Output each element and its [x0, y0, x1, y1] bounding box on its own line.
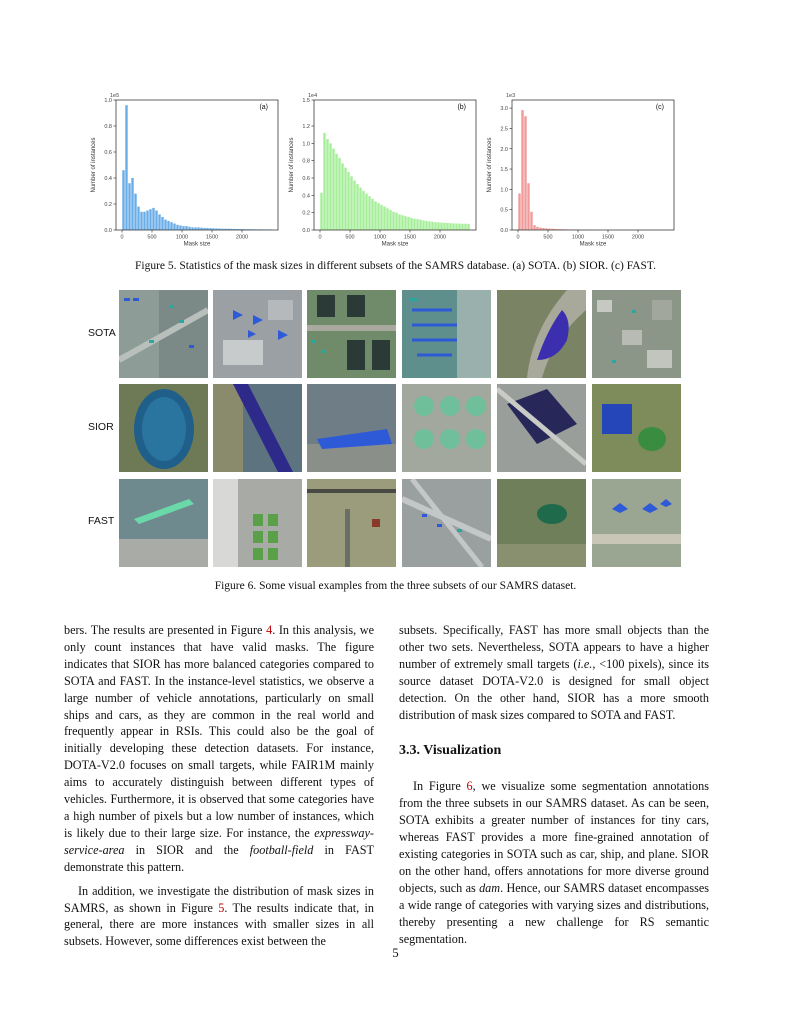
- histogram-bar: [383, 207, 385, 230]
- histogram-bar: [194, 227, 196, 230]
- x-axis-label: Mask size: [183, 241, 211, 248]
- fast-example-6: [592, 479, 681, 567]
- y-tick-label: 0.0: [302, 228, 310, 234]
- sior-example-2: [213, 384, 302, 472]
- histogram-bar: [449, 223, 451, 230]
- fast-example-4: [402, 479, 491, 567]
- histogram-bar: [422, 220, 424, 230]
- y-tick-label: 1.0: [302, 141, 310, 148]
- histogram-bar: [380, 205, 382, 230]
- sior-example-6: [592, 384, 681, 472]
- x-tick-label: 500: [147, 234, 157, 241]
- histogram-bar: [347, 172, 349, 230]
- histogram-bar: [158, 214, 160, 230]
- figure-5-caption: Figure 5. Statistics of the mask sizes in different subsets of the SAMRS database. (a) SOTA. (b) SIOR. (c) FAST.: [135, 260, 656, 272]
- histogram-bar: [407, 217, 409, 230]
- histogram-bar: [371, 199, 373, 230]
- y-tick-label: 2.0: [500, 146, 508, 153]
- x-tick-label: 2000: [631, 234, 645, 241]
- histogram-bar: [386, 208, 388, 230]
- histogram-bar: [467, 224, 469, 230]
- x-tick-label: 1000: [571, 234, 585, 241]
- fast-example-1: [119, 479, 208, 567]
- figure-4-link[interactable]: 4: [266, 623, 273, 637]
- histogram-bar: [146, 211, 148, 231]
- section-heading: 3.3. Visualization: [399, 743, 502, 759]
- row-label-sior: SIOR: [88, 421, 114, 433]
- x-tick-label: 1000: [175, 234, 189, 241]
- histogram-bar: [416, 219, 418, 230]
- x-tick-label: 500: [543, 234, 553, 241]
- histogram-bar: [413, 219, 415, 230]
- histogram-bar: [338, 158, 340, 230]
- y-tick-label: 0.4: [104, 176, 112, 182]
- histogram-bar: [329, 143, 331, 230]
- sota-example-4: [402, 290, 491, 378]
- plot-frame: [314, 100, 476, 230]
- histogram-bar: [440, 223, 442, 230]
- histogram-bar: [350, 176, 352, 230]
- y-tick-label: 0.8: [302, 158, 310, 165]
- y-tick-label: 3.0: [500, 106, 508, 113]
- histogram-bar: [530, 212, 532, 230]
- y-tick-label: 0.2: [302, 210, 310, 217]
- histogram-bar: [539, 228, 541, 230]
- histogram-bar: [323, 133, 325, 230]
- x-tick-label: 1500: [205, 234, 219, 241]
- histogram-bar: [122, 170, 124, 230]
- y-axis-label: Number of instances: [289, 137, 295, 193]
- y-tick-label: 1.5: [302, 98, 310, 104]
- y-tick-label: 0.2: [104, 202, 112, 208]
- histogram-sota: [88, 90, 288, 252]
- histogram-bar: [524, 116, 526, 230]
- right-paragraph-2: In Figure 6, we visualize some segmentation annotations from the three subsets in our SAMRS dataset. As can be seen, SOTA exhibits a greater number of instances for tiny cars, whereas FAST provides a more fine-grained annotation of existing categories in SOTA such as car, ship, and plane. SIOR on the other hand, offers annotations for more diverse ground objects, such as dam. Hence, our SAMRS dataset encompasses a wide range of categories with varying sizes and distributions, thereby presenting a new challenge for RS semantic segmentation.: [399, 779, 709, 946]
- x-tick-label: 1000: [373, 234, 387, 241]
- y-tick-label: 0.5: [500, 207, 508, 214]
- fast-example-3: [307, 479, 396, 567]
- y-tick-label: 0.0: [500, 228, 508, 234]
- histogram-bar: [335, 154, 337, 230]
- row-label-sota: SOTA: [88, 327, 116, 339]
- histogram-bar: [197, 227, 199, 230]
- histogram-bar: [164, 220, 166, 230]
- histogram-bar: [356, 184, 358, 230]
- y-tick-label: 2.5: [500, 126, 508, 133]
- histogram-bar: [167, 221, 169, 230]
- histogram-bar: [140, 212, 142, 230]
- histogram-bar: [392, 212, 394, 230]
- histogram-bar: [536, 227, 538, 230]
- histogram-bar: [137, 207, 139, 230]
- x-axis-label: Mask size: [579, 241, 607, 248]
- left-paragraph-1: bers. The results are presented in Figure 4. In this analysis, we only count instances that have valid masks. The figure indicates that SIOR has more balanced categories compared to SOTA and FAST. In the instance-level statistics, we observe a large number of vehicle annotations, particularly on small ships and cars, as they are common in the real world and frequently appear in RSIs. This could also be the goal of initially developing these detection datasets. For instance, DOTA-V2.0 focuses on small targets, while FAIR1M mainly aims to accurately distinguish between different types of vehicles. Furthermore, it is observed that some categories have a high number of pixels but a low number of instances, which is likely due to their large size. For instance, the expressway-service-area in SIOR and the football-field in FAST demonstrate this pattern.: [64, 623, 374, 874]
- histogram-bar: [131, 178, 133, 230]
- histogram-bar: [344, 168, 346, 230]
- histogram-bar: [170, 222, 172, 230]
- right-paragraph-1: subsets. Specifically, FAST has more small objects than the other two sets. Nevertheless, SOTA appears to have a higher number of extremely small targets (i.e., <100 pixels), since its source dataset DOTA-V2.0 is designed for small object detection. On the other hand, SIOR has a more smooth distribution of mask sizes compared to SOTA and FAST.: [399, 623, 709, 722]
- sior-example-3: [307, 384, 396, 472]
- histogram-bar: [518, 193, 520, 230]
- y-tick-label: 0.4: [302, 193, 310, 200]
- histogram-bar: [410, 218, 412, 230]
- y-tick-label: 1.5: [500, 167, 508, 174]
- histogram-bar: [188, 227, 190, 230]
- sota-example-3: [307, 290, 396, 378]
- axis-exponent: 1e5: [110, 93, 120, 99]
- histogram-bar: [398, 214, 400, 230]
- histogram-bar: [458, 224, 460, 230]
- histogram-bar: [353, 181, 355, 230]
- histogram-bar: [419, 220, 421, 230]
- figure-5-link[interactable]: 5: [218, 900, 225, 915]
- left-column: [64, 622, 374, 950]
- y-tick-label: 0.6: [104, 150, 112, 156]
- histogram-bar: [176, 225, 178, 230]
- x-tick-label: 1500: [403, 234, 417, 241]
- sota-example-2: [213, 290, 302, 378]
- histogram-bar: [521, 110, 523, 230]
- sior-example-4: [402, 384, 491, 472]
- histogram-bar: [359, 188, 361, 230]
- histogram-bar: [320, 193, 322, 230]
- histogram-bar: [185, 226, 187, 230]
- histogram-bar: [365, 194, 367, 230]
- histogram-bar: [428, 221, 430, 230]
- histogram-bar: [332, 149, 334, 230]
- histogram-bar: [464, 224, 466, 230]
- histogram-bar: [452, 223, 454, 230]
- axis-exponent: 1e3: [506, 93, 516, 99]
- y-tick-label: 0.6: [302, 176, 310, 182]
- panel-label: (c): [655, 104, 664, 111]
- histogram-bar: [173, 224, 175, 231]
- histogram-sior: [286, 90, 486, 252]
- y-tick-label: 1.0: [500, 187, 508, 194]
- y-tick-label: 1.2: [302, 124, 310, 130]
- histogram-bar: [341, 163, 343, 230]
- y-axis-label: Number of instances: [487, 137, 493, 193]
- histogram-bar: [533, 225, 535, 230]
- x-axis-label: Mask size: [381, 241, 409, 248]
- histogram-bar: [527, 183, 529, 230]
- sota-example-5: [497, 290, 586, 378]
- x-tick-label: 2000: [433, 234, 447, 241]
- x-tick-label: 0: [318, 234, 322, 241]
- histogram-bar: [434, 222, 436, 230]
- page-number: 5: [392, 946, 399, 960]
- figure-6-caption: Figure 6. Some visual examples from the three subsets of our SAMRS dataset.: [214, 580, 577, 592]
- histogram-bar: [389, 210, 391, 230]
- x-tick-label: 0: [120, 234, 124, 241]
- sota-example-6: [592, 290, 681, 378]
- fast-example-2: [213, 479, 302, 567]
- row-label-fast: FAST: [88, 515, 115, 527]
- histogram-bar: [437, 222, 439, 230]
- figure-6-link[interactable]: 6: [466, 779, 473, 794]
- histogram-bar: [155, 211, 157, 231]
- y-axis-label: Number of instances: [91, 137, 97, 193]
- fast-example-5: [497, 479, 586, 567]
- histogram-bar: [443, 223, 445, 230]
- histogram-bar: [161, 217, 163, 230]
- x-tick-label: 2000: [235, 234, 249, 241]
- histogram-bar: [395, 213, 397, 230]
- x-tick-label: 1500: [601, 234, 615, 241]
- panel-label: (a): [259, 104, 268, 111]
- histogram-bar: [368, 196, 370, 230]
- histogram-bar: [179, 225, 181, 230]
- left-paragraph-2: In addition, we investigate the distribution of mask sizes in SAMRS, as shown in Figure 5. The results indicate that, in general, there are more instances with smaller sizes in all subsets. However, some differences exist between the: [64, 883, 374, 949]
- histogram-bar: [446, 223, 448, 230]
- sota-example-1: [119, 290, 208, 378]
- histogram-bar: [377, 203, 379, 230]
- histogram-bar: [128, 183, 130, 230]
- histogram-bar: [134, 194, 136, 230]
- histogram-bar: [461, 224, 463, 230]
- histogram-fast: [484, 90, 684, 252]
- histogram-bar: [401, 215, 403, 230]
- histogram-bar: [374, 201, 376, 230]
- sior-example-1: [119, 384, 208, 472]
- histogram-bar: [149, 209, 151, 230]
- histogram-bar: [425, 221, 427, 230]
- plot-frame: [116, 100, 278, 230]
- histogram-bar: [362, 191, 364, 230]
- plot-frame: [512, 100, 674, 230]
- sior-example-5: [497, 384, 586, 472]
- y-tick-label: 1.0: [104, 98, 112, 104]
- y-tick-label: 0.0: [104, 228, 112, 234]
- histogram-bar: [431, 222, 433, 230]
- histogram-bar: [152, 208, 154, 230]
- axis-exponent: 1e4: [308, 93, 318, 99]
- right-column: [399, 622, 709, 947]
- histogram-bar: [143, 212, 145, 230]
- histogram-bar: [326, 139, 328, 230]
- x-tick-label: 0: [516, 234, 520, 241]
- histogram-bar: [191, 227, 193, 230]
- x-tick-label: 500: [345, 234, 355, 241]
- panel-label: (b): [457, 104, 466, 111]
- histogram-bar: [182, 226, 184, 230]
- histogram-bar: [200, 228, 202, 230]
- y-tick-label: 0.8: [104, 124, 112, 130]
- histogram-bar: [125, 105, 127, 230]
- histogram-bar: [404, 216, 406, 230]
- histogram-bar: [455, 224, 457, 231]
